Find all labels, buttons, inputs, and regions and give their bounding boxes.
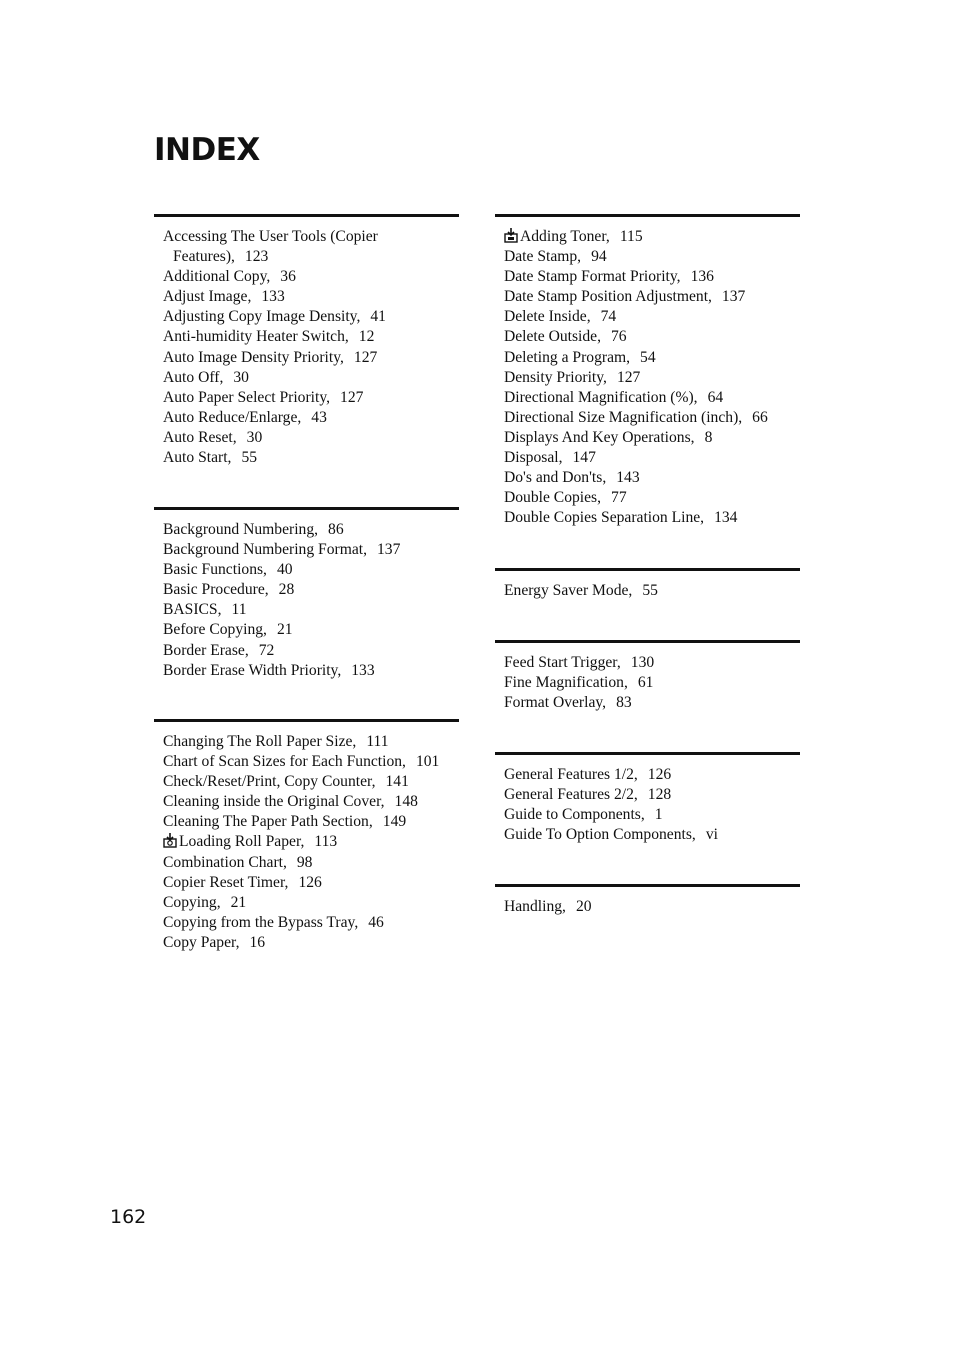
- index-page-ref: 98: [296, 853, 313, 871]
- index-page-ref: 61: [637, 674, 654, 692]
- index-term: Changing The Roll Paper Size,: [163, 733, 357, 750]
- index-page-ref: 137: [721, 288, 746, 306]
- index-term: Feed Start Trigger,: [504, 654, 621, 671]
- index-term: Adjust Image,: [163, 288, 252, 306]
- index-term: Date Stamp,: [504, 248, 582, 266]
- index-entry: [504, 307, 800, 327]
- index-term: Loading Roll Paper,: [179, 833, 305, 851]
- index-page-ref: 130: [630, 654, 655, 671]
- index-entry: [504, 348, 800, 368]
- index-entry: [504, 693, 800, 713]
- index-term: Displays And Key Operations,: [504, 428, 695, 446]
- index-page-ref: 36: [280, 268, 296, 286]
- index-term: Deleting a Program,: [504, 348, 631, 366]
- index-entry: [163, 408, 459, 428]
- index-entry: [163, 327, 459, 347]
- index-page-ref: 148: [394, 793, 418, 811]
- index-entry: [163, 348, 459, 368]
- index-entry: [504, 508, 800, 528]
- index-page-ref: 94: [591, 248, 607, 266]
- index-term: Chart of Scan Sizes for Each Function,: [163, 753, 406, 771]
- index-entry: [163, 620, 459, 640]
- index-page-ref: 149: [382, 813, 407, 831]
- index-page-ref: 64: [707, 388, 724, 406]
- index-term: Energy Saver Mode,: [504, 582, 633, 599]
- index-entry: [504, 247, 800, 267]
- index-term: Delete Outside,: [504, 328, 601, 346]
- index-term: Date Stamp Position Adjustment,: [504, 288, 712, 306]
- index-term: Accessing The User Tools (Copier: [163, 228, 378, 245]
- index-entry: [163, 307, 459, 327]
- index-page-ref: 128: [647, 786, 672, 804]
- index-page-ref: 143: [616, 469, 640, 487]
- index-term: Copying,: [163, 893, 221, 911]
- index-page-ref: 147: [572, 449, 596, 467]
- index-entry: [504, 468, 800, 488]
- index-page-ref: 46: [368, 913, 384, 931]
- index-page-ref: 8: [704, 428, 713, 446]
- index-entry: [163, 752, 459, 772]
- index-page-ref: 41: [370, 308, 386, 326]
- index-entry: [163, 247, 459, 267]
- index-page-ref: 40: [276, 561, 293, 579]
- index-term: Auto Start,: [163, 449, 232, 467]
- index-entry: [504, 267, 800, 287]
- index-term: Copier Reset Timer,: [163, 873, 289, 891]
- index-entry: [163, 580, 459, 600]
- index-entry: [163, 812, 459, 832]
- index-entry: [504, 825, 800, 845]
- index-entry: [163, 267, 459, 287]
- index-page-ref: 101: [415, 753, 440, 771]
- index-term: Border Erase,: [163, 641, 249, 659]
- page-number: 162: [110, 1206, 147, 1228]
- index-section: [495, 752, 800, 884]
- index-page-ref: 126: [298, 873, 322, 891]
- index-page-ref: 54: [640, 348, 656, 366]
- index-entry: [504, 897, 800, 917]
- index-page-ref: 30: [246, 428, 263, 446]
- index-section: [154, 719, 459, 979]
- index-page-ref: 55: [642, 582, 658, 599]
- index-entry: [163, 873, 459, 893]
- index-term: Directional Magnification (%),: [504, 388, 698, 406]
- index-term: Background Numbering,: [163, 521, 319, 538]
- index-entry: [163, 428, 459, 448]
- index-term: Fine Magnification,: [504, 674, 628, 692]
- index-entry: [504, 368, 800, 388]
- index-entry: [504, 428, 800, 448]
- index-page-ref: 115: [619, 228, 643, 245]
- index-entry: [163, 772, 459, 792]
- index-column-right: [495, 214, 800, 944]
- index-section: [154, 507, 459, 719]
- index-section: [154, 214, 459, 507]
- index-section: [495, 640, 800, 752]
- index-term: Copy Paper,: [163, 933, 240, 951]
- index-page-ref: 111: [366, 733, 389, 750]
- index-page-ref: 72: [258, 641, 275, 659]
- index-entry: [504, 327, 800, 347]
- index-page-ref: 11: [231, 601, 247, 619]
- index-entry: [504, 227, 800, 247]
- index-entry: [163, 853, 459, 873]
- index-entry: [163, 832, 459, 852]
- index-term: Cleaning inside the Original Cover,: [163, 793, 385, 811]
- index-term: Date Stamp Format Priority,: [504, 268, 681, 286]
- index-entry: [163, 933, 459, 953]
- index-page-ref: 20: [575, 898, 592, 915]
- index-term: Auto Reset,: [163, 428, 237, 446]
- index-term: Auto Off,: [163, 368, 224, 386]
- index-page-ref: 12: [358, 328, 375, 346]
- index-term: Handling,: [504, 898, 566, 915]
- index-entry: [163, 448, 459, 468]
- index-page-ref: 137: [376, 541, 401, 559]
- index-term: Basic Procedure,: [163, 581, 269, 599]
- index-page-ref: 21: [276, 621, 293, 639]
- index-entry: [504, 408, 800, 428]
- index-term: Adding Toner,: [520, 228, 610, 245]
- index-page-ref: 127: [616, 368, 641, 386]
- index-term: Auto Image Density Priority,: [163, 348, 344, 366]
- index-term: Delete Inside,: [504, 308, 591, 326]
- index-page-ref: 43: [311, 408, 327, 426]
- index-term: BASICS,: [163, 601, 222, 619]
- index-term: Copying from the Bypass Tray,: [163, 913, 359, 931]
- index-page-ref: 30: [233, 368, 249, 386]
- index-section: [495, 214, 800, 568]
- index-entry: [163, 368, 459, 388]
- index-page-ref: 133: [351, 661, 375, 679]
- index-page-ref: 83: [616, 694, 632, 712]
- index-entry: [504, 388, 800, 408]
- index-entry: [504, 287, 800, 307]
- index-term: Adjusting Copy Image Density,: [163, 308, 361, 326]
- index-page-ref: 113: [314, 833, 338, 851]
- index-page-ref: 16: [249, 933, 266, 951]
- index-entry: [163, 893, 459, 913]
- index-entry: [163, 227, 459, 247]
- index-entry: [504, 765, 800, 785]
- index-section: [495, 884, 800, 944]
- index-entry: [504, 785, 800, 805]
- index-entry: [163, 388, 459, 408]
- index-page-ref: 136: [690, 268, 714, 286]
- index-page-ref: 66: [752, 408, 768, 426]
- index-page-ref: 133: [261, 288, 285, 306]
- index-term: General Features 2/2,: [504, 786, 638, 804]
- index-term: Directional Size Magnification (inch),: [504, 408, 743, 426]
- index-term: Combination Chart,: [163, 853, 287, 871]
- index-entry: [504, 581, 800, 601]
- index-term: Basic Functions,: [163, 561, 267, 579]
- toner-icon: [504, 227, 518, 243]
- index-entry: [504, 448, 800, 468]
- index-entry: [504, 488, 800, 508]
- index-term: Anti-humidity Heater Switch,: [163, 328, 349, 346]
- index-page-ref: vi: [705, 826, 718, 844]
- roll-paper-icon: [163, 832, 177, 848]
- index-entry: [163, 732, 459, 752]
- index-page-ref: 126: [647, 766, 672, 783]
- index-page-ref: 28: [278, 581, 295, 599]
- index-page-ref: 127: [353, 348, 378, 366]
- index-page-ref: 134: [714, 509, 738, 527]
- index-entry: [163, 641, 459, 661]
- index-term: Double Copies,: [504, 489, 602, 507]
- index-term: Additional Copy,: [163, 268, 271, 286]
- index-page-ref: 55: [241, 449, 258, 467]
- index-term: Background Numbering Format,: [163, 541, 367, 559]
- index-entry: [163, 540, 459, 560]
- index-term: Do's and Don'ts,: [504, 469, 607, 487]
- index-term: Double Copies Separation Line,: [504, 509, 705, 527]
- index-page-ref: 127: [340, 388, 364, 406]
- index-term: Guide to Components,: [504, 806, 645, 824]
- index-entry: [163, 520, 459, 540]
- index-page-ref: 74: [600, 308, 617, 326]
- index-term: Border Erase Width Priority,: [163, 661, 342, 679]
- index-term: Density Priority,: [504, 368, 607, 386]
- index-page-ref: 76: [611, 328, 627, 346]
- index-entry: [163, 913, 459, 933]
- index-entry: [163, 792, 459, 812]
- index-page-ref: 123: [244, 248, 269, 266]
- page-title: INDEX: [154, 132, 260, 168]
- index-page-ref: 141: [385, 773, 409, 791]
- index-term: Auto Paper Select Priority,: [163, 388, 331, 406]
- index-entry: [163, 287, 459, 307]
- index-entry: [504, 653, 800, 673]
- index-section: [495, 568, 800, 640]
- index-entry: [163, 661, 459, 681]
- index-term: General Features 1/2,: [504, 766, 638, 783]
- index-entry: [504, 805, 800, 825]
- index-entry: [163, 600, 459, 620]
- index-page-ref: 77: [611, 489, 627, 507]
- index-page-ref: 1: [654, 806, 663, 824]
- index-term: Auto Reduce/Enlarge,: [163, 408, 302, 426]
- index-column-left: [154, 214, 459, 979]
- index-page-ref: 86: [328, 521, 344, 538]
- index-entry: [504, 673, 800, 693]
- index-term: Guide To Option Components,: [504, 826, 696, 844]
- index-term: Features),: [173, 248, 235, 266]
- index-term: Cleaning The Paper Path Section,: [163, 813, 373, 831]
- index-term: Before Copying,: [163, 621, 267, 639]
- index-term: Check/Reset/Print, Copy Counter,: [163, 773, 376, 791]
- index-term: Format Overlay,: [504, 694, 607, 712]
- index-entry: [163, 560, 459, 580]
- index-term: Disposal,: [504, 449, 563, 467]
- index-page-ref: 21: [230, 893, 247, 911]
